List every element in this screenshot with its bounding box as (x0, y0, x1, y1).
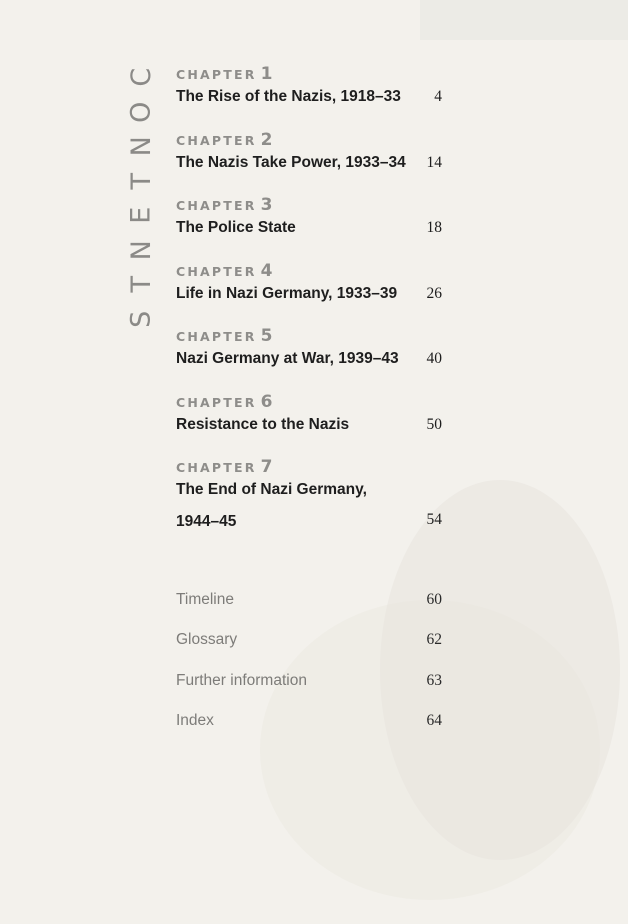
heading-letter: N (125, 239, 157, 260)
chapter-number: 7 (260, 457, 273, 477)
chapter-label: CHAPTER (176, 329, 257, 344)
back-matter-title: Timeline (176, 591, 234, 608)
chapter-label: CHAPTER (176, 133, 257, 148)
back-matter-page-number: 64 (426, 712, 442, 729)
chapter-number: 4 (260, 261, 273, 281)
back-matter-title: Index (176, 712, 214, 729)
heading-letter: E (125, 206, 157, 224)
heading-letter: T (125, 276, 157, 293)
chapter-label: CHAPTER (176, 67, 257, 82)
chapter-number: 6 (260, 392, 273, 412)
chapter-number: 1 (260, 64, 273, 84)
toc-entry-glossary[interactable] (176, 631, 237, 649)
chapter-page-number: 14 (426, 154, 442, 171)
toc-entry-chapter-3[interactable] (176, 195, 476, 241)
chapter-page-number: 54 (426, 511, 442, 528)
heading-letter: T (125, 172, 157, 189)
heading-letter: C (125, 67, 157, 87)
chapter-page-number: 26 (426, 285, 442, 302)
chapter-title: Resistance to the Nazis (176, 416, 350, 433)
chapter-label: CHAPTER (176, 198, 257, 213)
toc-entry-chapter-7[interactable] (176, 457, 476, 535)
chapter-title: The Police State (176, 219, 296, 236)
chapter-title: Nazi Germany at War, 1939–43 (176, 350, 399, 367)
toc-entry-chapter-6[interactable] (176, 392, 476, 438)
heading-letter: O (125, 101, 157, 123)
chapter-label: CHAPTER (176, 395, 257, 410)
chapter-number: 3 (260, 195, 273, 215)
toc-entry-chapter-5[interactable] (176, 326, 476, 372)
chapter-page-number: 40 (426, 350, 442, 367)
heading-letter: S (125, 310, 157, 328)
chapter-label: CHAPTER (176, 264, 257, 279)
chapter-number: 5 (260, 326, 273, 346)
chapter-number: 2 (260, 130, 273, 150)
chapter-title: The Nazis Take Power, 1933–34 (176, 154, 406, 171)
back-matter-page-number: 62 (426, 631, 442, 648)
heading-letter: N (125, 136, 157, 157)
chapter-page-number: 4 (434, 88, 442, 105)
chapter-page-number: 18 (426, 219, 442, 236)
back-matter-title: Glossary (176, 631, 238, 648)
contents-heading (122, 60, 162, 336)
chapter-label: CHAPTER (176, 460, 257, 475)
chapter-page-number: 50 (426, 416, 442, 433)
back-matter-page-number: 63 (426, 672, 442, 689)
chapter-title-line-1: The End of Nazi Germany, (176, 481, 367, 498)
toc-entry-further-information[interactable] (176, 672, 307, 690)
chapter-title-line-2: 1944–45 (176, 513, 237, 530)
back-matter-page-number: 60 (426, 591, 442, 608)
back-matter-title: Further information (176, 672, 307, 689)
toc-entry-chapter-2[interactable] (176, 130, 476, 176)
background-bleed-band (420, 0, 628, 40)
toc-entry-timeline[interactable] (176, 591, 234, 609)
chapter-title: The Rise of the Nazis, 1918–33 (176, 88, 401, 105)
toc-entry-chapter-4[interactable] (176, 261, 476, 307)
toc-entry-index[interactable] (176, 712, 214, 730)
chapter-title: Life in Nazi Germany, 1933–39 (176, 285, 398, 302)
toc-entry-chapter-1[interactable] (176, 64, 476, 110)
